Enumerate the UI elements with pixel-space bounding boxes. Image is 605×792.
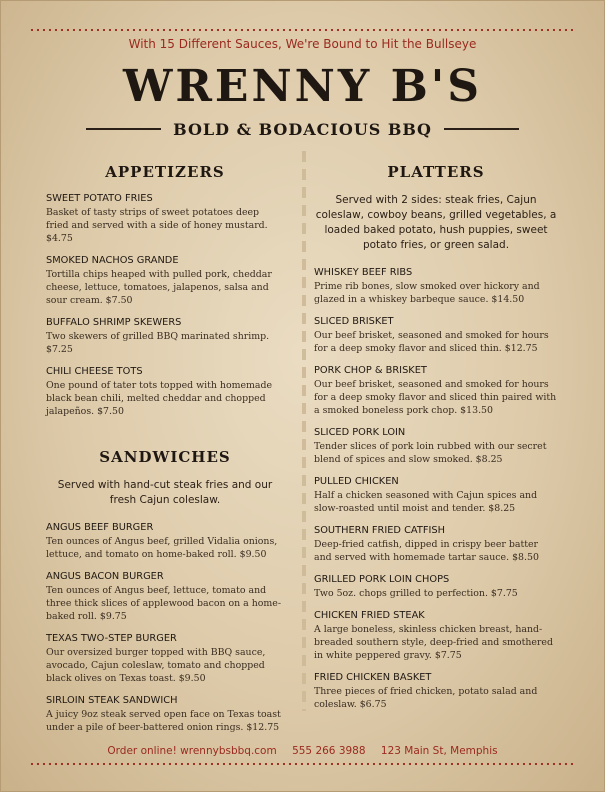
item-name: ANGUS BEEF BURGER bbox=[46, 522, 154, 533]
platters-intro: Served with 2 sides: steak fries, Cajun coleslaw, cowboy beans, grilled vegetables, a loaded baked potato, hush puppies, sweet potato fries, or green salad. bbox=[315, 194, 557, 251]
item-name: BUFFALO SHRIMP SKEWERS bbox=[46, 317, 182, 328]
left-column bbox=[46, 163, 284, 744]
menu-item bbox=[314, 672, 558, 711]
menu-item bbox=[46, 366, 284, 418]
menu-item bbox=[314, 316, 558, 355]
menu-item bbox=[314, 427, 558, 466]
tagline: With 15 Different Sauces, We're Bound to Hit the Bullseye bbox=[128, 37, 477, 51]
menu-item bbox=[46, 255, 284, 307]
menu-item bbox=[46, 193, 284, 245]
item-description: Two 5oz. chops grilled to perfection. $7.75 bbox=[314, 588, 518, 599]
column-divider bbox=[302, 151, 306, 711]
item-name: SLICED BRISKET bbox=[314, 316, 394, 327]
item-description: Half a chicken seasoned with Cajun spices and slow-roasted until moist and tender. $8.25 bbox=[314, 490, 538, 514]
item-description: A large boneless, skinless chicken breast, hand-breaded southern style, deep-fried and smothered in white peppered gravy. $7.75 bbox=[314, 624, 553, 661]
phone-number: 555 266 3988 bbox=[292, 745, 366, 757]
menu-item bbox=[314, 610, 558, 662]
item-name: SLICED PORK LOIN bbox=[314, 427, 406, 438]
address: 123 Main St, Memphis bbox=[380, 745, 498, 757]
menu-item bbox=[314, 476, 558, 515]
item-name: SIRLOIN STEAK SANDWICH bbox=[46, 695, 178, 706]
item-description: Ten ounces of Angus beef, grilled Vidalia onions, lettuce, and tomato on home-baked roll. $9.50 bbox=[46, 536, 278, 560]
menu-item bbox=[314, 574, 558, 600]
menu-item bbox=[46, 317, 284, 356]
menu-item bbox=[46, 633, 284, 685]
item-description: One pound of tater tots topped with homemade black bean chili, melted cheddar and chopped jalapeños. $7.50 bbox=[46, 380, 273, 417]
item-name: PULLED CHICKEN bbox=[314, 476, 399, 487]
sandwiches-title: SANDWICHES bbox=[99, 448, 231, 466]
item-description: Our oversized burger topped with BBQ sauce, avocado, Cajun coleslaw, tomato and chopped black olives on Texas toast. $9.50 bbox=[46, 647, 266, 684]
menu-item bbox=[314, 365, 558, 417]
item-description: Ten ounces of Angus beef, lettuce, tomato and three thick slices of applewood bacon on a home-baked roll. $9.75 bbox=[46, 585, 282, 622]
menu-item bbox=[46, 695, 284, 734]
item-name: GRILLED PORK LOIN CHOPS bbox=[314, 574, 450, 585]
item-description: Three pieces of fried chicken, potato salad and coleslaw. $6.75 bbox=[314, 686, 538, 710]
sandwiches-intro: Served with hand-cut steak fries and our fresh Cajun coleslaw. bbox=[57, 479, 273, 506]
item-description: Deep-fried catfish, dipped in crispy beer batter and served with homemade tartar sauce. $8.50 bbox=[314, 539, 539, 563]
menu-item bbox=[314, 267, 558, 306]
subtitle-row bbox=[86, 119, 519, 139]
brand-title: WRENNY B'S bbox=[122, 61, 483, 112]
appetizers-title: APPETIZERS bbox=[105, 163, 225, 181]
item-name: TEXAS TWO-STEP BURGER bbox=[46, 633, 177, 644]
item-name: WHISKEY BEEF RIBS bbox=[314, 267, 413, 278]
footer-contact bbox=[1, 745, 604, 757]
item-name: ANGUS BACON BURGER bbox=[46, 571, 164, 582]
item-description: Prime rib bones, slow smoked over hickory and glazed in a whiskey barbeque sauce. $14.50 bbox=[314, 281, 540, 305]
platters-title: PLATTERS bbox=[387, 163, 485, 181]
item-name: CHICKEN FRIED STEAK bbox=[314, 610, 425, 621]
item-description: Tortilla chips heaped with pulled pork, cheddar cheese, lettuce, tomatoes, jalapenos, salsa and sour cream. $7.50 bbox=[46, 269, 272, 306]
item-description: Tender slices of pork loin rubbed with our secret blend of spices and slow smoked. $8.25 bbox=[314, 441, 547, 465]
subtitle: BOLD & BODACIOUS BBQ bbox=[173, 119, 432, 139]
bottom-dotted-border bbox=[29, 763, 576, 765]
item-name: CHILI CHEESE TOTS bbox=[46, 366, 143, 377]
item-name: PORK CHOP & BRISKET bbox=[314, 365, 427, 376]
item-description: A juicy 9oz steak served open face on Texas toast under a pile of beer-battered onion rings. $12.75 bbox=[46, 709, 281, 733]
subtitle-rule-right bbox=[444, 128, 519, 130]
item-description: Two skewers of grilled BBQ marinated shrimp. $7.25 bbox=[46, 331, 270, 355]
item-description: Our beef brisket, seasoned and smoked for hours for a deep smoky flavor and sliced thin paired with a smoked boneless pork chop. $13.50 bbox=[314, 379, 557, 416]
item-description: Our beef brisket, seasoned and smoked for hours for a deep smoky flavor and sliced thin. $12.75 bbox=[314, 330, 549, 354]
item-name: SWEET POTATO FRIES bbox=[46, 193, 153, 204]
order-online-link[interactable]: Order online! wrennybsbbq.com bbox=[107, 745, 277, 757]
top-dotted-border bbox=[29, 29, 576, 31]
menu-item bbox=[314, 525, 558, 564]
subtitle-rule-left bbox=[86, 128, 161, 130]
item-description: Basket of tasty strips of sweet potatoes deep fried and served with a side of honey mustard. $4.75 bbox=[46, 207, 268, 244]
item-name: SOUTHERN FRIED CATFISH bbox=[314, 525, 445, 536]
menu-item bbox=[46, 522, 284, 561]
right-column bbox=[314, 163, 558, 721]
item-name: SMOKED NACHOS GRANDE bbox=[46, 255, 179, 266]
menu-item bbox=[46, 571, 284, 623]
item-name: FRIED CHICKEN BASKET bbox=[314, 672, 432, 683]
